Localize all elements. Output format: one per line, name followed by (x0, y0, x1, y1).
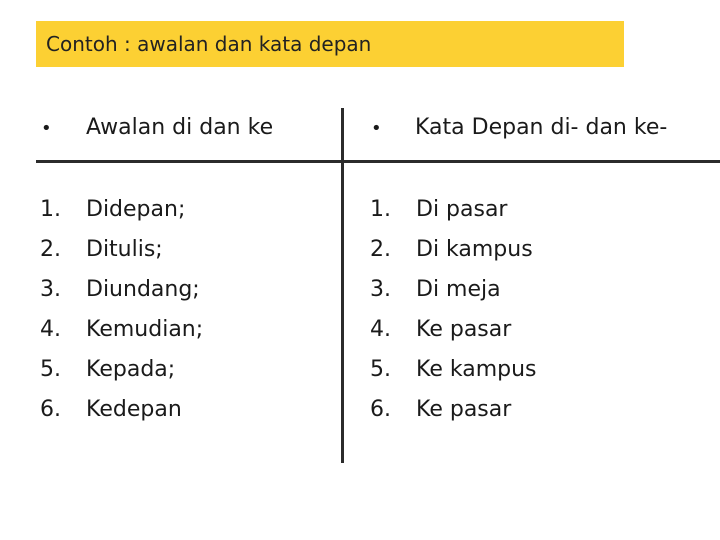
list-text: Ke kampus (416, 357, 537, 382)
list-number: 4. (40, 317, 61, 342)
list-text: Ke pasar (416, 397, 512, 422)
list-text: Ke pasar (416, 317, 512, 342)
header-divider (36, 160, 720, 163)
list-number: 2. (40, 237, 61, 262)
list-text: Di kampus (416, 237, 533, 262)
list-item (40, 310, 203, 350)
list-item (370, 230, 537, 270)
list-item (370, 390, 537, 430)
list-text: Kemudian; (86, 317, 204, 342)
right-list (370, 190, 537, 430)
left-header-bullet: • (41, 118, 52, 139)
list-number: 6. (40, 397, 61, 422)
list-number: 1. (370, 197, 391, 222)
list-item (370, 190, 537, 230)
list-text: Didepan; (86, 197, 186, 222)
list-item (40, 190, 203, 230)
list-number: 1. (40, 197, 61, 222)
list-item (370, 270, 537, 310)
list-text: Di pasar (416, 197, 508, 222)
left-column-heading: Awalan di dan ke (86, 115, 274, 140)
list-item (40, 270, 203, 310)
list-number: 5. (40, 357, 61, 382)
title-banner (36, 21, 624, 67)
list-number: 2. (370, 237, 391, 262)
right-column-heading: Kata Depan di- dan ke- (415, 115, 668, 140)
list-text: Diundang; (86, 277, 200, 302)
list-text: Di meja (416, 277, 501, 302)
list-item (40, 390, 203, 430)
list-item (40, 230, 203, 270)
list-number: 4. (370, 317, 391, 342)
list-number: 5. (370, 357, 391, 382)
list-text: Ditulis; (86, 237, 163, 262)
page-title: Contoh : awalan dan kata depan (46, 32, 372, 56)
list-number: 3. (370, 277, 391, 302)
left-list (40, 190, 203, 430)
list-number: 3. (40, 277, 61, 302)
list-item (370, 310, 537, 350)
list-text: Kedepan (86, 397, 182, 422)
list-item (370, 350, 537, 390)
list-text: Kepada; (86, 357, 176, 382)
list-number: 6. (370, 397, 391, 422)
list-item (40, 350, 203, 390)
right-header-bullet: • (371, 118, 382, 139)
